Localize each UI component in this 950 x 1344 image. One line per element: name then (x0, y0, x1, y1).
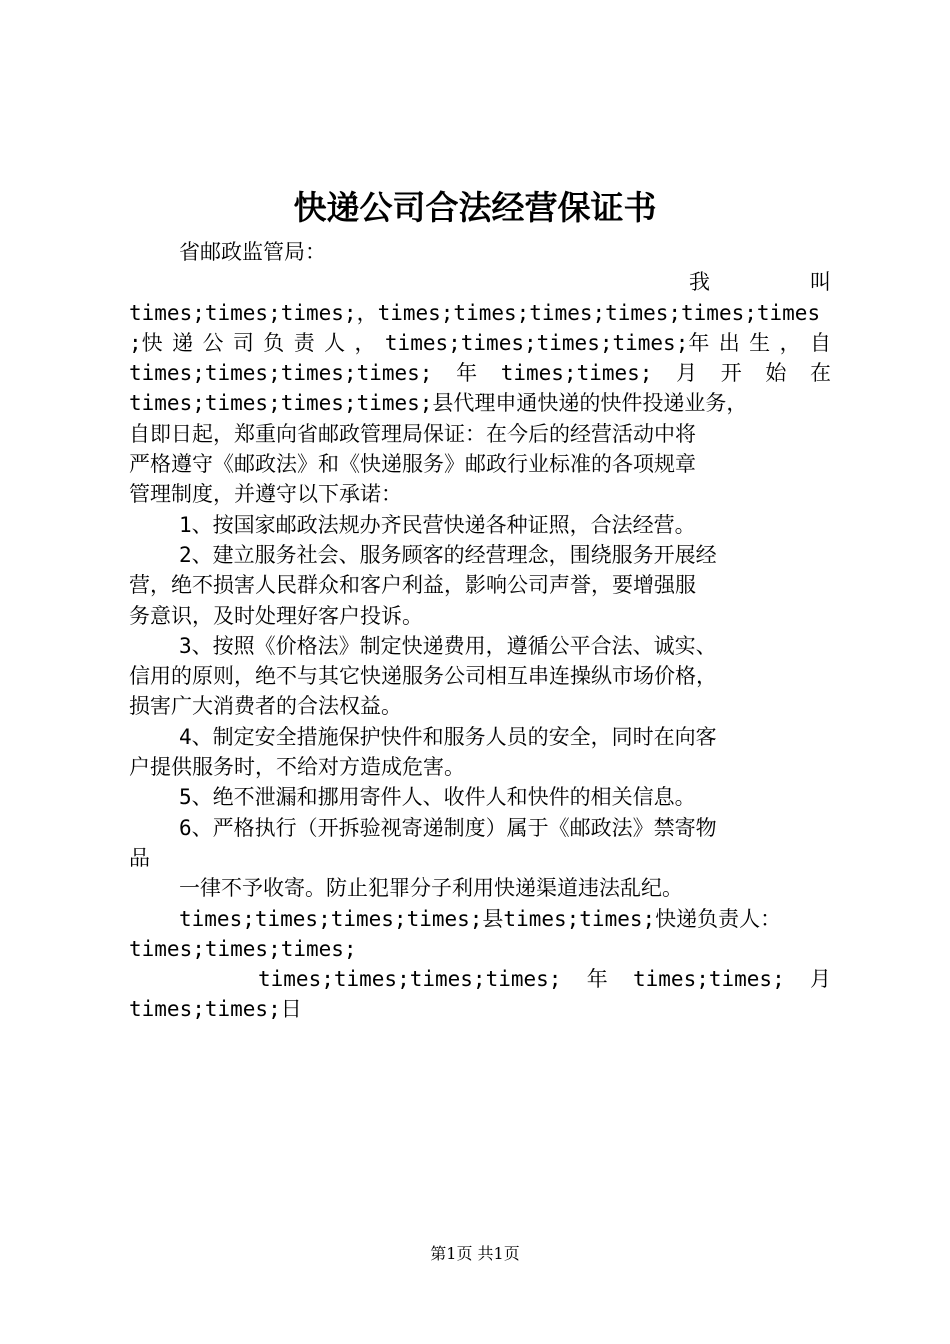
text-segment: times;times;times;times; (258, 967, 562, 992)
item-2-line-1: 2、建立服务社会、服务顾客的经营理念，围绕服务开展经 (179, 542, 717, 567)
text-segment: times;times;times;times;年 (384, 330, 710, 355)
text-segment: 人 (324, 330, 346, 355)
item-4-line-1: 4、制定安全措施保护快件和服务人员的安全，同时在向客 (179, 724, 717, 749)
text-segment: 出 (718, 330, 740, 355)
text-segment: ， (779, 330, 801, 355)
paragraph-intro-line-7: 严格遵守《邮政法》和《快递服务》邮政行业标准的各项规章 (129, 452, 696, 477)
paragraph-intro-line-2: times;times;times;，times;times;times;times;times;times (129, 300, 821, 325)
paragraph-intro-line-8: 管理制度，并遵守以下承诺： (129, 482, 402, 507)
text-segment: 递 (172, 330, 194, 355)
text-segment: 始 (765, 361, 787, 386)
item-6-line-1: 6、严格执行（开拆验视寄递制度）属于《邮政法》禁寄物 (179, 815, 717, 840)
item-3-line-1: 3、按照《价格法》制定快递费用，遵循公平合法、诚实、 (179, 633, 717, 658)
text-segment: 在 (810, 361, 831, 386)
salutation: 省邮政监管局： (179, 240, 326, 264)
text-segment: 司 (232, 330, 254, 355)
text-segment: ， (354, 330, 376, 355)
paragraph-intro-line-4 (129, 358, 831, 388)
paragraph-intro-line-6: 自即日起，郑重向省邮政管理局保证：在今后的经营活动中将 (129, 421, 696, 446)
text-segment: 负 (263, 330, 285, 355)
item-2-line-2: 营，绝不损害人民群众和客户利益，影响公司声誉，要增强服 (129, 573, 696, 598)
signature-line-1: times;times;times;times;县times;times;快递负责人： (179, 906, 782, 931)
text-segment: 生 (749, 330, 771, 355)
signature-line-2: times;times;times; (129, 936, 357, 961)
text-segment: 开 (720, 361, 742, 386)
item-1-line-1: 1、按国家邮政法规办齐民营快递各种证照，合法经营。 (179, 512, 696, 537)
page-number: 第1页 共1页 (430, 1244, 520, 1263)
item-3-line-3: 损害广大消费者的合法权益。 (129, 694, 402, 719)
text-segment: times;times;times;times; (129, 361, 433, 386)
text-segment: 公 (202, 330, 224, 355)
document-body (129, 237, 831, 1025)
intro-word-jiao: 叫 (810, 270, 831, 295)
item-2-line-3: 务意识，及时处理好客户投诉。 (129, 603, 423, 628)
item-4-line-2: 户提供服务时，不给对方造成危害。 (129, 755, 465, 780)
text-segment: 年 (456, 361, 478, 386)
text-segment: 责 (293, 330, 315, 355)
text-segment: 月 (676, 361, 698, 386)
item-5-line-1: 5、绝不泄漏和挪用寄件人、收件人和快件的相关信息。 (179, 785, 696, 810)
date-line-1 (129, 964, 831, 994)
text-segment: times;times; (500, 361, 653, 386)
text-segment: 自 (809, 330, 831, 355)
item-6-line-3: 一律不予收寄。防止犯罪分子利用快递渠道违法乱纪。 (179, 876, 683, 901)
paragraph-intro-line-3 (129, 328, 831, 358)
text-segment: ;快 (129, 330, 163, 355)
item-6-line-2: 品 (129, 845, 150, 870)
text-segment: times;times; (633, 967, 785, 992)
text-segment: 月 (810, 967, 831, 992)
document-title: 快递公司合法经营保证书 (293, 188, 657, 227)
date-line-2: times;times;日 (129, 997, 302, 1022)
paragraph-intro-line-1 (129, 267, 831, 297)
text-segment: 年 (586, 967, 608, 992)
item-3-line-2: 信用的原则，绝不与其它快递服务公司相互串连操纵市场价格， (129, 664, 717, 689)
paragraph-intro-line-5: times;times;times;times;县代理申通快递的快件投递业务， (129, 391, 748, 416)
intro-word-wo: 我 (689, 270, 710, 295)
